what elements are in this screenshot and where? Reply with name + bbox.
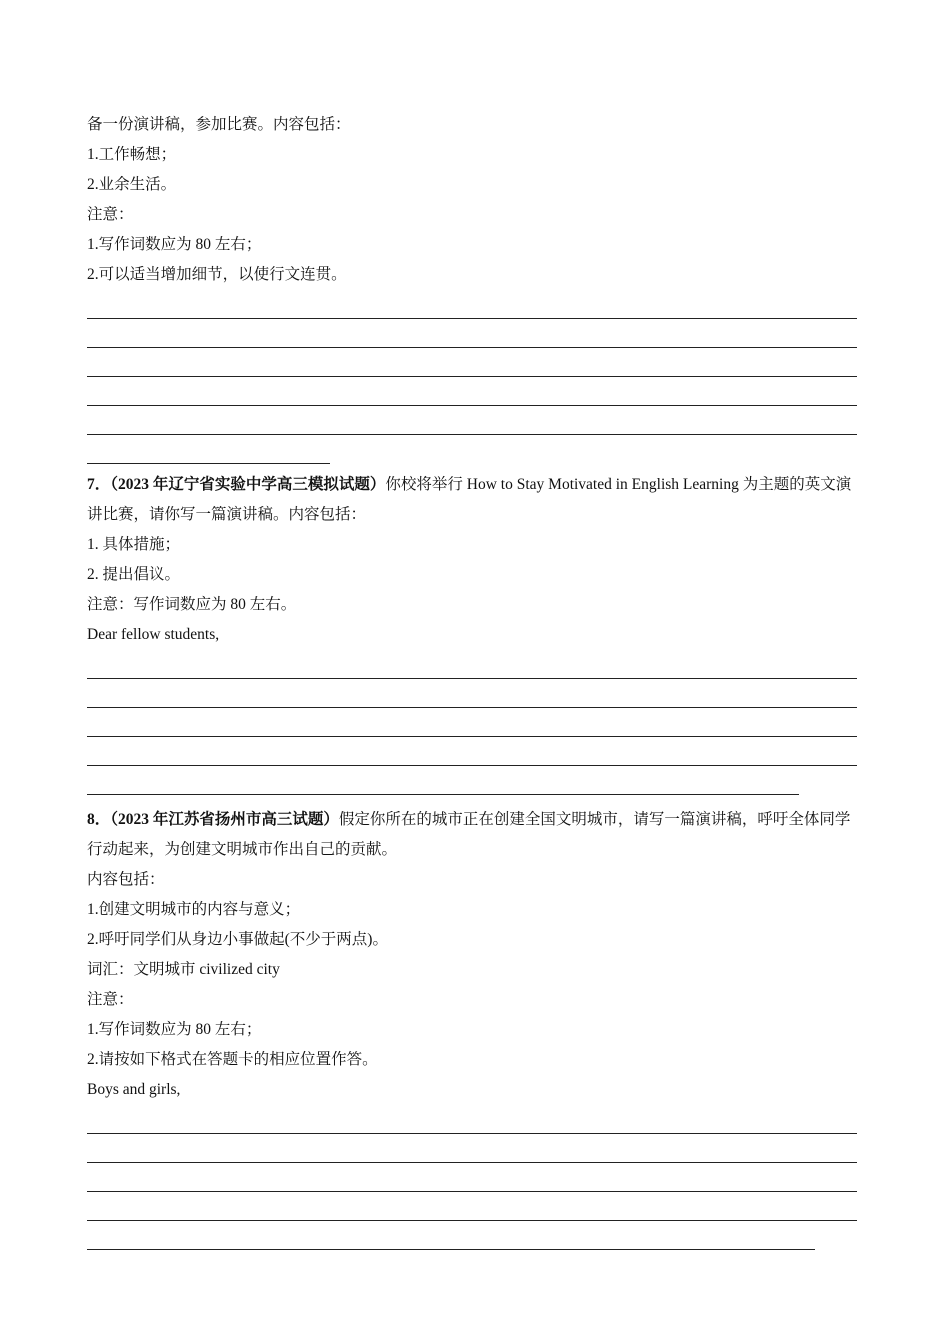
q8-content-label: 内容包括： — [87, 871, 165, 888]
answer-line — [87, 319, 857, 348]
answer-line — [87, 377, 857, 406]
q7-answer-area[interactable] — [87, 650, 857, 795]
q7-number: 7． — [87, 476, 111, 493]
q8-number: 8． — [87, 811, 111, 828]
answer-line — [87, 290, 857, 319]
q6-point-2: 2.业余生活。 — [87, 176, 177, 193]
answer-line — [87, 708, 857, 737]
answer-line — [87, 1134, 857, 1163]
worksheet-page — [87, 110, 857, 1250]
q8-prompt — [87, 805, 857, 865]
answer-line — [87, 1105, 857, 1134]
q7-point-2: 2. 提出倡议。 — [87, 566, 181, 583]
q7-salutation: Dear fellow students, — [87, 626, 220, 643]
answer-line — [87, 348, 857, 377]
answer-line — [87, 679, 857, 708]
q7-point-1: 1. 具体措施； — [87, 536, 181, 553]
answer-line — [87, 435, 330, 464]
q6-note-label: 注意： — [87, 206, 134, 223]
q6-note-2: 2.可以适当增加细节，以使行文连贯。 — [87, 266, 347, 283]
q8-note-1: 1.写作词数应为 80 左右； — [87, 1021, 262, 1038]
answer-line — [87, 737, 857, 766]
q7-prompt-text: 你校将举行 How to Stay Motivated in English Learning 为主题的英文演讲比赛，请你写一篇演讲稿。内容包括： — [87, 476, 852, 523]
answer-line — [87, 1221, 815, 1250]
answer-line — [87, 650, 857, 679]
q8-vocab: 词汇：文明城市 civilized city — [87, 961, 280, 978]
q6-intro: 备一份演讲稿，参加比赛。内容包括： — [87, 116, 351, 133]
q6-note-1: 1.写作词数应为 80 左右； — [87, 236, 262, 253]
answer-line — [87, 766, 799, 795]
q8-note-2: 2.请按如下格式在答题卡的相应位置作答。 — [87, 1051, 378, 1068]
answer-line — [87, 1163, 857, 1192]
q8-answer-area[interactable] — [87, 1105, 857, 1250]
q8-point-1: 1.创建文明城市的内容与意义； — [87, 901, 301, 918]
answer-line — [87, 406, 857, 435]
q6-answer-area[interactable] — [87, 290, 857, 464]
q8-source: （2023 年江苏省扬州市高三试题） — [110, 811, 339, 828]
q7-prompt — [87, 470, 857, 530]
q8-point-2: 2.呼吁同学们从身边小事做起(不少于两点)。 — [87, 931, 388, 948]
q7-note: 注意：写作词数应为 80 左右。 — [87, 596, 297, 613]
q7-source: （2023 年辽宁省实验中学高三模拟试题） — [110, 476, 386, 493]
q6-point-1: 1.工作畅想； — [87, 146, 177, 163]
answer-line — [87, 1192, 857, 1221]
q8-salutation: Boys and girls, — [87, 1081, 181, 1098]
q8-prompt-text: 假定你所在的城市正在创建全国文明城市，请写一篇演讲稿，呼吁全体同学行动起来，为创建文明城市作出自己的贡献。 — [87, 811, 851, 858]
q8-note-label: 注意： — [87, 991, 134, 1008]
